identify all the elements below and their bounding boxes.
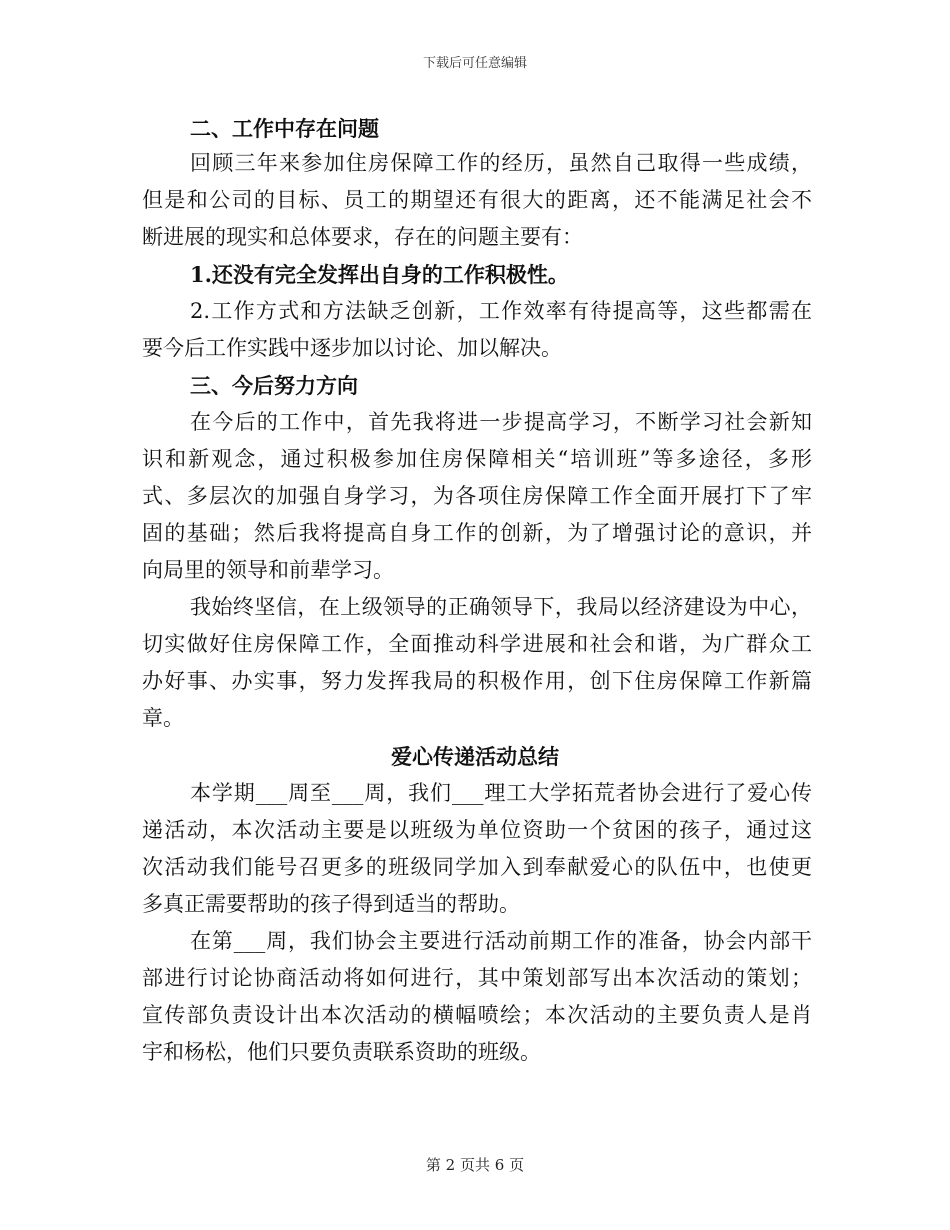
paragraph-line: 识和新观念，通过积极参加住房保障相关“培训班”等多途径，多形 <box>142 447 812 471</box>
section-heading-direction: 三、今后努力方向 <box>190 373 358 398</box>
paragraph-line: 部进行讨论协商活动将如何进行，其中策划部写出本次活动的策划； <box>142 966 812 990</box>
paragraph-line: 多真正需要帮助的孩子得到适当的帮助。 <box>142 892 520 916</box>
paragraph-line: 在今后的工作中，首先我将进一步提高学习，不断学习社会新知 <box>190 410 812 434</box>
paragraph-line: 但是和公司的目标、员工的期望还有很大的距离，还不能满足社会不 <box>142 188 812 212</box>
paragraph-line: 要今后工作实践中逐步加以讨论、加以解决。 <box>142 336 562 360</box>
paragraph-line: 式、多层次的加强自身学习，为各项住房保障工作全面开展打下了牢 <box>142 484 812 508</box>
paragraph-line: 向局里的领导和前辈学习。 <box>142 558 394 582</box>
paragraph-line: 次活动我们能号召更多的班级同学加入到奉献爱心的队伍中，也使更 <box>142 855 812 879</box>
paragraph-line: 回顾三年来参加住房保障工作的经历，虽然自己取得一些成绩， <box>190 151 812 175</box>
paragraph-line: 断进展的现实和总体要求，存在的问题主要有： <box>142 225 583 249</box>
paragraph-line: 章。 <box>142 706 184 730</box>
paragraph-line: 办好事、办实事，努力发挥我局的积极作用，创下住房保障工作新篇 <box>142 669 812 693</box>
list-item-1: 1.还没有完全发挥出自身的工作积极性。 <box>190 262 569 287</box>
list-item-2: 2.工作方式和方法缺乏创新，工作效率有待提高等，这些都需在 <box>190 299 812 323</box>
document-title: 爱心传递活动总结 <box>391 744 559 769</box>
section-heading-problems: 二、工作中存在问题 <box>190 116 379 141</box>
paragraph-line: 宇和杨松，他们只要负责联系资助的班级。 <box>142 1040 541 1064</box>
page-header: 下载后可任意编辑 <box>422 56 527 71</box>
paragraph-line: 我始终坚信，在上级领导的正确领导下，我局以经济建设为中心， <box>190 595 812 619</box>
paragraph-line: 本学期___周至___周，我们___理工大学拓荒者协会进行了爱心传 <box>190 781 812 805</box>
paragraph-line: 宣传部负责设计出本次活动的横幅喷绘；本次活动的主要负责人是肖 <box>142 1003 812 1027</box>
paragraph-line: 切实做好住房保障工作，全面推动科学进展和社会和谐，为广群众工 <box>142 632 812 656</box>
paragraph-line: 在第___周，我们协会主要进行活动前期工作的准备，协会内部干 <box>190 929 812 953</box>
paragraph-line: 递活动，本次活动主要是以班级为单位资助一个贫困的孩子，通过这 <box>142 818 812 842</box>
paragraph-line: 固的基础；然后我将提高自身工作的创新，为了增强讨论的意识，并 <box>142 521 812 545</box>
page-footer: 第 2 页共 6 页 <box>425 1156 525 1174</box>
